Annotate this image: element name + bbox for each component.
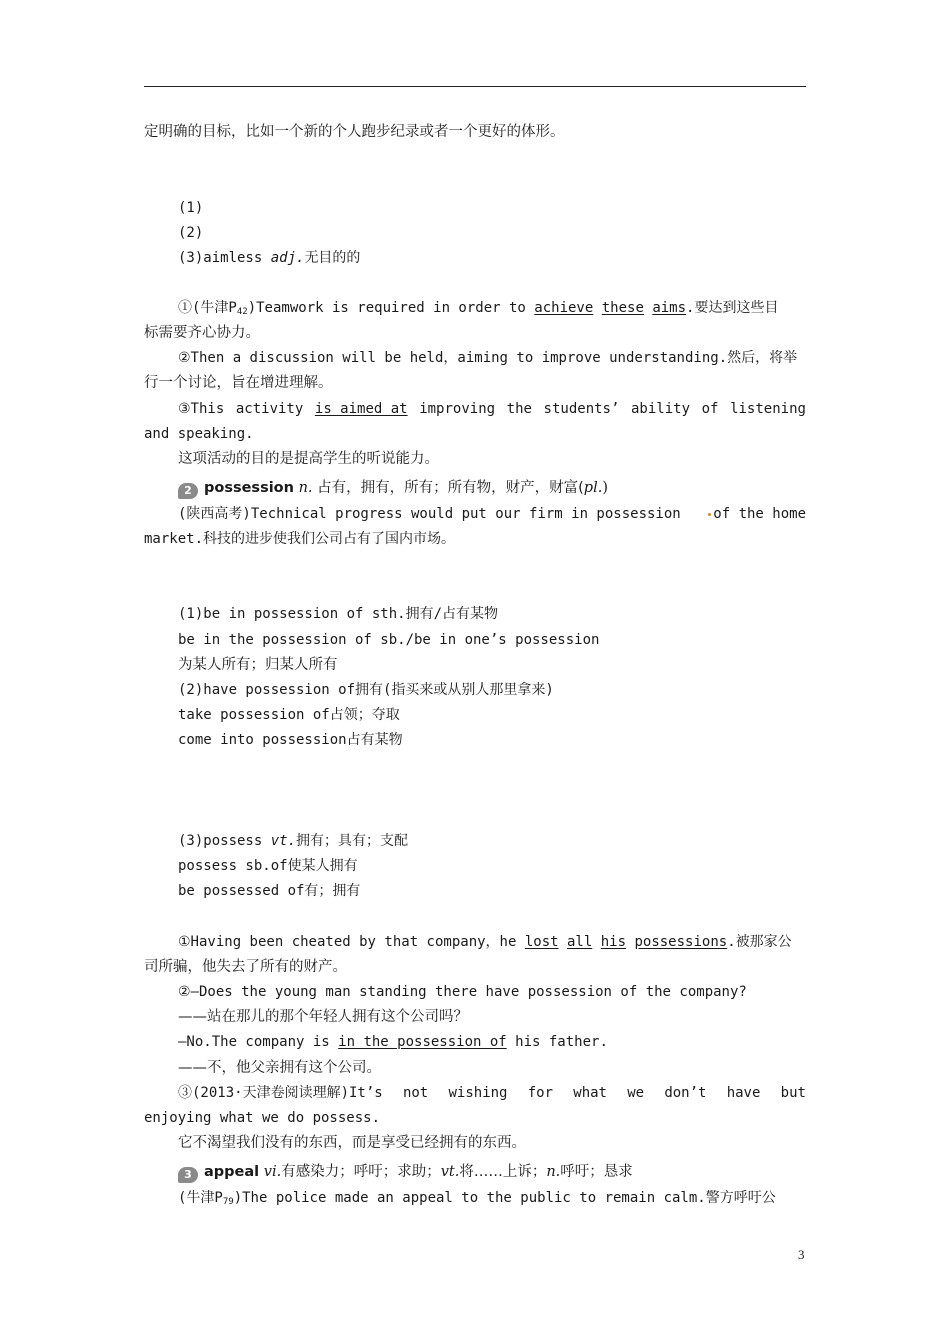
- possession-note: (2)have possession of拥有(指买来或从别人那里拿来): [178, 682, 554, 698]
- page-number: 3: [798, 1247, 805, 1262]
- possession-ex-2-reply: —No.The company is in the possession of his father.: [178, 1034, 608, 1050]
- aim-note-3: (3)aimless adj.无目的的: [178, 250, 361, 266]
- appeal-heading: 3 appeal vi.有感染力；呼吁；求助；vt.将……上诉；n.呼吁；恳求: [178, 1162, 633, 1183]
- aim-example-1: ①(牛津$P_{42})Teamwork$ is required in order to achieve these aims.要达到这些目: [178, 300, 779, 317]
- possession-ex-1: ①Having been cheated by that company，he lost all his possessions.被那家公: [178, 934, 792, 950]
- appeal-example: (牛津$P_{79})The$ police made an appeal to the public to remain calm.警方呼吁公: [178, 1190, 776, 1207]
- possession-ex-1-cont: 司所骗，他失去了所有的财产。: [144, 959, 347, 975]
- number-badge-icon: 2: [178, 483, 198, 499]
- possession-note: come into possession占有某物: [178, 732, 403, 748]
- possession-example-line1: (陕西高考)Technical progress would put our firm in possession of the home: [178, 506, 806, 522]
- possession-heading: 2 possession n. 占有，拥有，所有；所有物，财产，财富(pl.): [178, 478, 608, 499]
- possession-note: (1)be in possession of sth.拥有/占有某物: [178, 606, 499, 622]
- possess-note: be possessed of有；拥有: [178, 883, 361, 899]
- possession-ex-3-cn: 它不渴望我们没有的东西，而是享受已经拥有的东西。: [178, 1135, 526, 1151]
- possession-ex-3-cont: enjoying what we do possess.: [144, 1110, 381, 1126]
- aim-note-1: (1): [178, 200, 204, 216]
- possession-ex-2: ②—Does the young man standing there have possession of the company?: [178, 984, 747, 1000]
- aim-note-2: (2): [178, 225, 204, 241]
- intro-line: 定明确的目标，比如一个新的个人跑步纪录或者一个更好的体形。: [144, 124, 565, 140]
- aim-example-3-cn: 这项活动的目的是提高学生的听说能力。: [178, 451, 439, 467]
- possession-note: be in the possession of sb./be in one’s possession: [178, 632, 600, 648]
- header-rule: [144, 86, 806, 87]
- headword: appeal: [204, 1164, 260, 1180]
- possession-note: 为某人所有；归某人所有: [178, 657, 338, 673]
- aim-example-3-cont: and speaking.: [144, 426, 254, 442]
- possess-note: (3)possess vt.拥有；具有；支配: [178, 833, 409, 849]
- aim-example-2-cont: 行一个讨论，旨在增进理解。: [144, 375, 333, 391]
- possession-example-line2: market.科技的进步使我们公司占有了国内市场。: [144, 531, 455, 547]
- possession-note: take possession of占领；夺取: [178, 707, 400, 723]
- possession-ex-3: ③(2013·天津卷阅读理解)It’s not wishing for what we don’t have but: [178, 1085, 806, 1101]
- aim-example-3: ③This activity is aimed at improving the students’ ability of listening: [178, 401, 806, 417]
- marker-dot-icon: [708, 513, 711, 516]
- possession-ex-2-reply-cn: ——不，他父亲拥有这个公司。: [178, 1060, 381, 1076]
- number-badge-icon: 3: [178, 1167, 198, 1183]
- possess-note: possess sb.of使某人拥有: [178, 858, 358, 874]
- aim-example-1-cont: 标需要齐心协力。: [144, 325, 260, 341]
- possession-ex-2-cn: ——站在那儿的那个年轻人拥有这个公司吗？: [178, 1009, 468, 1025]
- aim-example-2: ②Then a discussion will be held，aiming to improve understanding.然后，将举: [178, 350, 798, 366]
- headword: possession: [204, 480, 294, 496]
